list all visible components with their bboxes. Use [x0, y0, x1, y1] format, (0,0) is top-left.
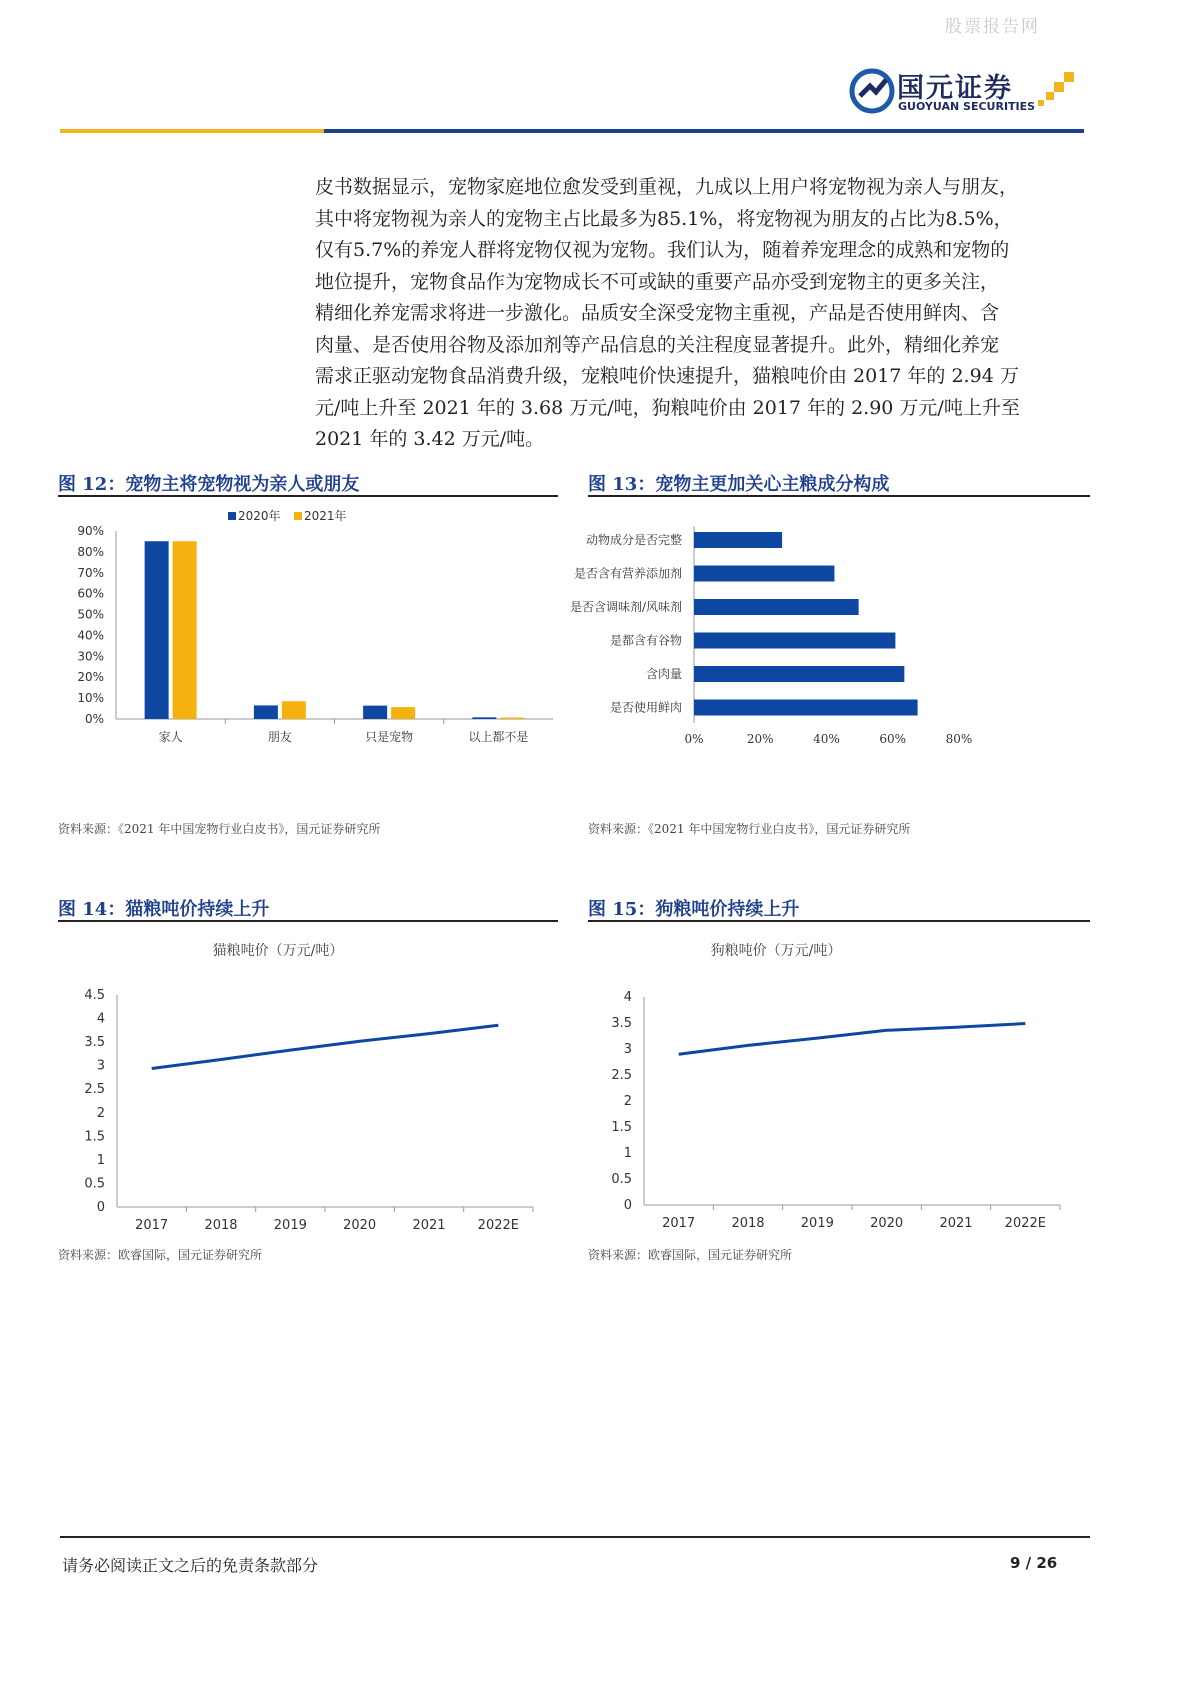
y-tick-label: 动物成分是否完整 — [585, 533, 682, 547]
bar — [694, 532, 782, 548]
body-line: 肉量、是否使用谷物及添加剂等产品信息的关注程度显著提升。此外，精细化养宠 — [315, 333, 1000, 356]
y-tick-label: 3.5 — [611, 1016, 632, 1031]
fig14-source: 资料来源：欧睿国际，国元证券研究所 — [58, 1248, 263, 1262]
header-rule-gold — [60, 129, 324, 133]
y-tick-label: 是否含调味剂/风味剂 — [569, 600, 682, 614]
legend-swatch — [294, 512, 302, 520]
y-tick-label: 4 — [623, 990, 632, 1005]
page-number: 9 / 26 — [1010, 1554, 1058, 1572]
bar — [694, 700, 918, 716]
y-tick-label: 0 — [96, 1200, 105, 1215]
x-tick-label: 2021 — [412, 1218, 446, 1233]
body-line: 仅有5.7%的养宠人群将宠物仅视为宠物。我们认为，随着养宠理念的成熟和宠物的 — [315, 239, 1010, 261]
y-tick-label: 含肉量 — [645, 667, 682, 681]
footer-disclaimer: 请务必阅读正文之后的免责条款部分 — [62, 1556, 319, 1575]
bar — [694, 599, 859, 615]
x-tick-label: 2020 — [343, 1218, 377, 1233]
x-tick-label: 只是宠物 — [365, 730, 414, 744]
y-tick-label: 0.5 — [84, 1176, 105, 1192]
body-line: 皮书数据显示，宠物家庭地位愈发受到重视，九成以上用户将宠物视为亲人与朋友， — [315, 176, 1019, 198]
y-tick-label: 20% — [77, 670, 104, 685]
fig12-title: 图 12：宠物主将宠物视为亲人或朋友 — [58, 474, 360, 495]
y-tick-label: 2 — [96, 1105, 105, 1121]
x-tick-label: 40% — [813, 732, 840, 746]
fig12-source: 资料来源：《2021 年中国宠物行业白皮书》，国元证券研究所 — [58, 822, 381, 836]
bar — [254, 705, 278, 719]
bar — [363, 706, 387, 719]
x-tick-label: 80% — [945, 732, 973, 746]
fig14-title: 图 14：猫粮吨价持续上升 — [58, 899, 270, 920]
y-tick-label: 10% — [77, 691, 104, 706]
x-tick-label: 2021 — [939, 1216, 973, 1231]
fig12-chart — [58, 510, 558, 810]
legend-swatch — [228, 512, 236, 520]
bar — [694, 566, 834, 582]
x-tick-label: 2018 — [731, 1216, 765, 1231]
y-tick-label: 4.5 — [84, 988, 105, 1003]
x-tick-label: 2020 — [870, 1216, 904, 1231]
y-tick-label: 是都含有谷物 — [609, 633, 682, 648]
fig15-source: 资料来源：欧睿国际，国元证券研究所 — [588, 1248, 793, 1262]
y-tick-label: 3 — [623, 1042, 632, 1057]
chart-title: 猫粮吨价（万元/吨） — [212, 943, 344, 959]
y-tick-label: 是否使用鲜肉 — [609, 700, 682, 715]
fig12-rule — [58, 495, 558, 497]
series-line — [152, 1025, 499, 1068]
y-tick-label: 0 — [623, 1198, 632, 1213]
y-tick-label: 90% — [77, 524, 104, 538]
y-tick-label: 2.5 — [611, 1068, 632, 1083]
x-tick-label: 2017 — [135, 1218, 169, 1233]
fig13-source: 资料来源：《2021 年中国宠物行业白皮书》，国元证券研究所 — [588, 822, 911, 836]
y-tick-label: 是否含有营养添加剂 — [573, 566, 682, 581]
logo-text-en: GUOYUAN SECURITIES — [898, 100, 1036, 113]
chart-title: 狗粮吨价（万元/吨） — [710, 943, 842, 959]
series-line — [679, 1024, 1026, 1055]
fig15-chart — [556, 935, 1090, 1240]
body-line: 元/吨上升至 2021 年的 3.68 万元/吨，狗粮吨价由 2017 年的 2.90 万元/吨上升至 — [315, 396, 1020, 419]
bar — [500, 718, 524, 719]
x-tick-label: 2019 — [800, 1216, 834, 1231]
x-tick-label: 家人 — [158, 730, 183, 744]
x-tick-label: 2019 — [273, 1218, 307, 1233]
logo-text-cn: 国元证券 — [897, 73, 1013, 104]
bar — [173, 541, 197, 719]
y-tick-label: 4 — [96, 1011, 105, 1027]
watermark: 股票报告网 — [945, 17, 1040, 37]
y-tick-label: 80% — [77, 544, 104, 559]
bar — [694, 633, 895, 649]
body-line: 2021 年的 3.42 万元/吨。 — [315, 428, 545, 450]
legend-label: 2021年 — [304, 509, 347, 523]
fig13-title: 图 13：宠物主更加关心主粮成分构成 — [588, 474, 890, 495]
header-rule-blue — [324, 129, 1084, 133]
y-tick-label: 0% — [84, 712, 104, 726]
y-tick-label: 1.5 — [611, 1120, 632, 1135]
x-tick-label: 2022E — [477, 1218, 519, 1233]
x-tick-label: 0% — [684, 732, 704, 746]
y-tick-label: 50% — [77, 607, 104, 622]
y-tick-label: 60% — [77, 586, 104, 601]
x-tick-label: 20% — [746, 732, 774, 746]
body-line: 需求正驱动宠物食品消费升级，宠粮吨价快速提升，猫粮吨价由 2017 年的 2.94 万 — [315, 365, 1019, 387]
body-line: 精细化养宠需求将进一步激化。品质安全深受宠物主重视，产品是否使用鲜肉、含 — [315, 302, 1000, 324]
x-tick-label: 以上都不是 — [468, 730, 529, 744]
y-tick-label: 2 — [623, 1094, 632, 1109]
x-tick-label: 2018 — [204, 1218, 238, 1233]
body-paragraph — [315, 172, 1090, 456]
y-tick-label: 1 — [623, 1146, 632, 1161]
y-tick-label: 1.5 — [84, 1129, 105, 1145]
x-tick-label: 2022E — [1004, 1216, 1046, 1231]
fig14-rule — [58, 920, 558, 922]
y-tick-label: 1 — [96, 1152, 105, 1168]
bar — [391, 707, 415, 719]
y-tick-label: 30% — [77, 649, 104, 664]
y-tick-label: 2.5 — [84, 1082, 105, 1098]
bar — [282, 701, 306, 719]
bar — [694, 666, 904, 682]
fig13-rule — [588, 495, 1090, 497]
bar — [472, 717, 496, 719]
bar — [145, 541, 169, 719]
y-tick-label: 3.5 — [84, 1035, 105, 1051]
y-tick-label: 70% — [77, 565, 104, 580]
fig13-chart — [569, 510, 1090, 810]
body-line: 地位提升，宠物食品作为宠物成长不可或缺的重要产品亦受到宠物主的更多关注， — [315, 270, 1000, 293]
fig15-title: 图 15：狗粮吨价持续上升 — [588, 899, 800, 920]
x-tick-label: 2017 — [662, 1216, 696, 1231]
x-tick-label: 60% — [879, 732, 907, 746]
fig15-rule — [588, 920, 1090, 922]
x-tick-label: 朋友 — [267, 730, 292, 744]
footer-rule — [60, 1536, 1090, 1538]
legend-label: 2020年 — [238, 509, 281, 523]
y-tick-label: 0.5 — [611, 1172, 632, 1187]
y-tick-label: 3 — [96, 1058, 105, 1074]
body-line: 其中将宠物视为亲人的宠物主占比最多为85.1%，将宠物视为朋友的占比为8.5%， — [315, 207, 1013, 230]
y-tick-label: 40% — [77, 628, 104, 643]
fig14-chart — [58, 935, 558, 1240]
